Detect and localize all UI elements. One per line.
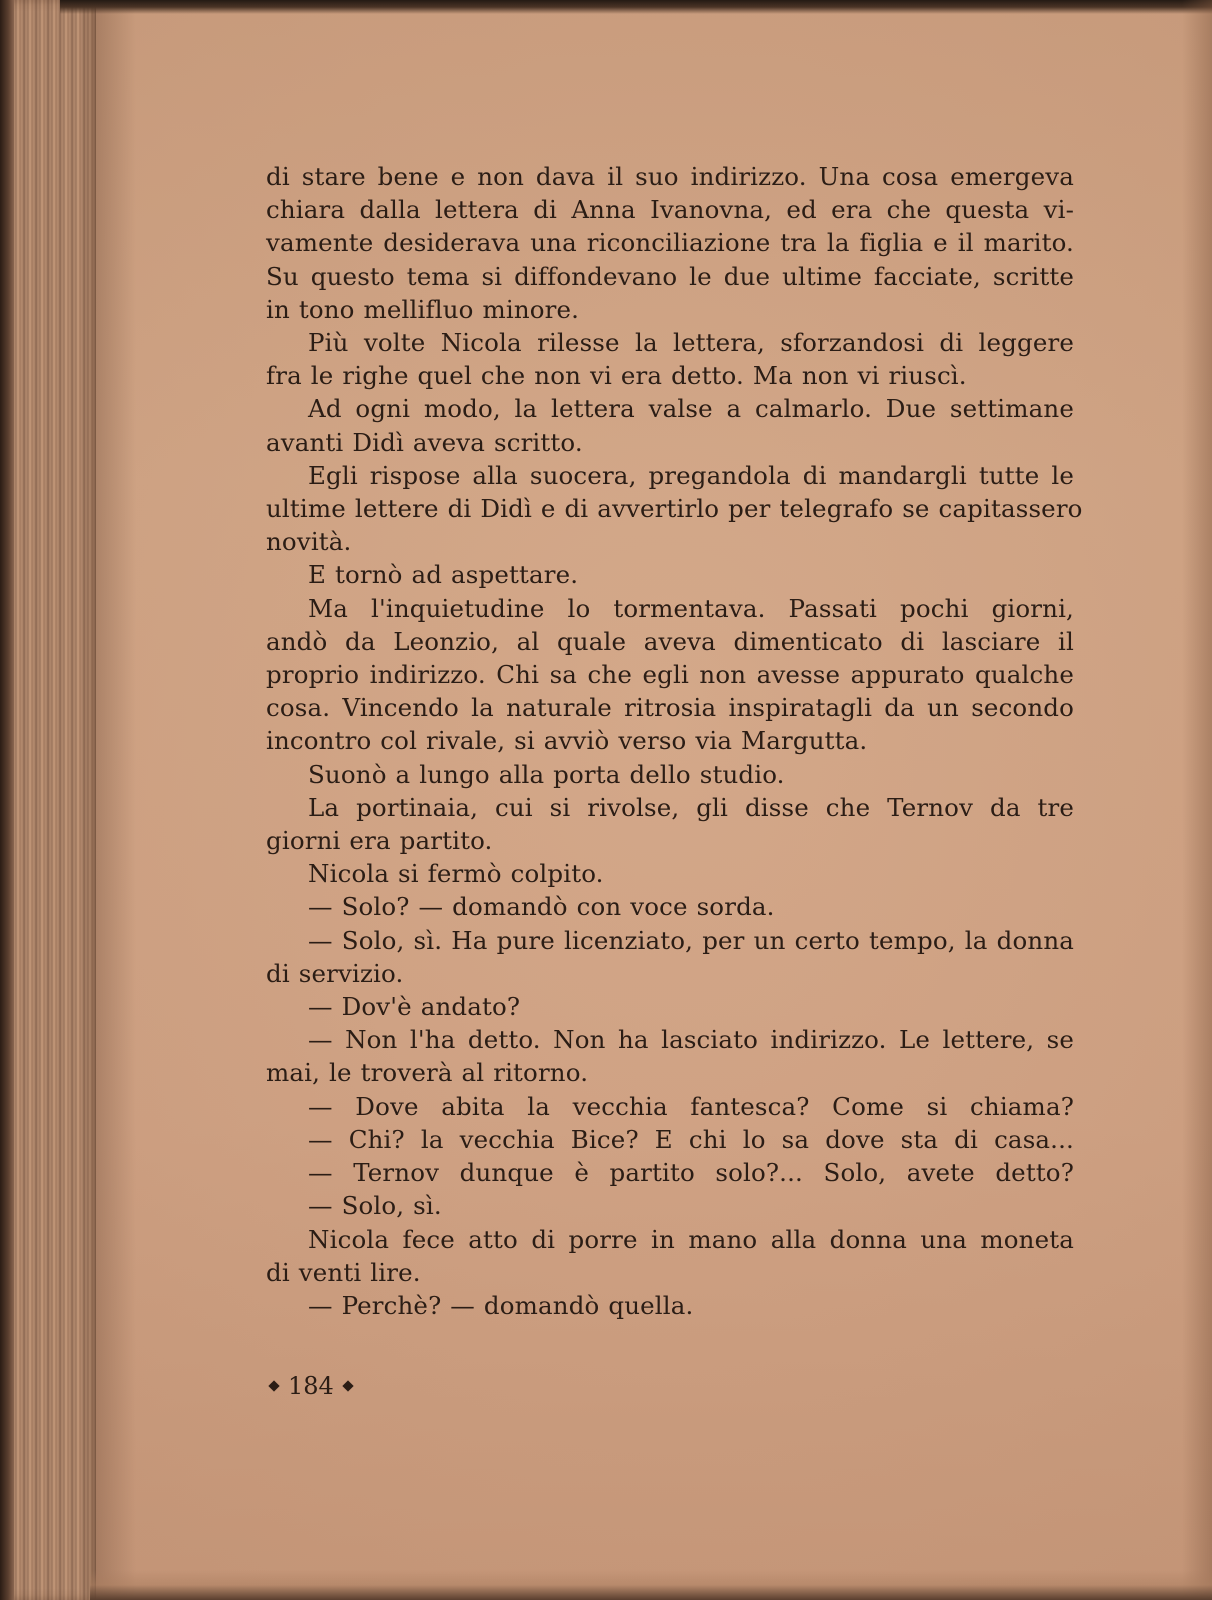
- binding-shadow: [0, 0, 14, 1600]
- text-line: di venti lire.: [266, 1257, 421, 1287]
- text-line: Su questo tema si diffondevano le due ultime facciate, scritte: [266, 261, 1074, 291]
- text-line: in tono mellifluo minore.: [266, 294, 580, 324]
- text-line: avanti Didì aveva scritto.: [266, 427, 583, 457]
- text-line: Nicola si fermò colpito.: [308, 859, 604, 889]
- text-line: E tornò ad aspettare.: [308, 560, 579, 590]
- page-edges: [0, 0, 96, 1600]
- text-line: fra le righe quel che non vi era detto. Ma non vi riuscì.: [266, 361, 967, 391]
- text-line: — Solo, sì.: [308, 1191, 442, 1221]
- text-line: proprio indirizzo. Chi sa che egli non avesse appurato qualche: [266, 660, 1074, 690]
- text-line: Nicola fece atto di porre in mano alla donna una moneta: [308, 1224, 1074, 1254]
- text-line: Suonò a lungo alla porta dello studio.: [308, 759, 785, 789]
- text-line: incontro col rivale, si avviò verso via Margutta.: [266, 726, 868, 756]
- text-line: Ad ogni modo, la lettera valse a calmarlo. Due settimane: [308, 394, 1074, 424]
- text-line: di stare bene e non dava il suo indirizzo. Una cosa emergeva: [266, 162, 1074, 191]
- text-line: — Solo, sì. Ha pure licenziato, per un certo tempo, la donna: [308, 925, 1074, 955]
- text-line: ultime lettere di Didì e di avvertirlo per telegrafo se capitassero: [266, 494, 1083, 524]
- text-line: — Dov'è andato?: [308, 992, 521, 1022]
- body-text: [266, 160, 1083, 1322]
- text-line: novità.: [266, 527, 352, 557]
- text-line: di servizio.: [266, 958, 404, 988]
- text-line: cosa. Vincendo la naturale ritrosia inspiratagli da un secondo: [266, 693, 1074, 723]
- text-line: giorni era partito.: [266, 826, 493, 856]
- top-edge: [60, 0, 1212, 14]
- text-line: Più volte Nicola rilesse la lettera, sforzandosi di leggere: [308, 328, 1074, 358]
- text-line: Egli rispose alla suocera, pregandola di mandargli tutte le: [308, 460, 1074, 490]
- page-number-value: 184: [288, 1372, 334, 1400]
- text-line: — Non l'ha detto. Non ha lasciato indirizzo. Le lettere, se: [308, 1025, 1074, 1055]
- right-edge: [1182, 0, 1212, 1600]
- bottom-edge: [90, 1570, 1212, 1600]
- diamond-ornament-right: [342, 1380, 353, 1391]
- page-number: [270, 1372, 352, 1400]
- text-line: — Chi? la vecchia Bice? E chi lo sa dove sta di casa...: [308, 1124, 1074, 1154]
- diamond-ornament-left: [268, 1380, 279, 1391]
- text-line: chiara dalla lettera di Anna Ivanovna, ed era che questa vi-: [266, 195, 1074, 225]
- text-line: mai, le troverà al ritorno.: [266, 1058, 589, 1088]
- text-line: — Ternov dunque è partito solo?... Solo, avete detto?: [308, 1158, 1074, 1188]
- text-line: — Solo? — domandò con voce sorda.: [308, 892, 775, 922]
- text-line: La portinaia, cui si rivolse, gli disse che Ternov da tre: [308, 792, 1074, 822]
- text-line: — Dove abita la vecchia fantesca? Come si chiama?: [308, 1091, 1074, 1121]
- text-line: Ma l'inquietudine lo tormentava. Passati pochi giorni,: [308, 593, 1074, 623]
- text-line: andò da Leonzio, al quale aveva dimenticato di lasciare il: [266, 626, 1074, 656]
- text-line: — Perchè? — domandò quella.: [308, 1290, 694, 1320]
- text-line: vamente desiderava una riconciliazione tra la figlia e il marito.: [266, 228, 1074, 258]
- gutter-shadow: [96, 0, 136, 1600]
